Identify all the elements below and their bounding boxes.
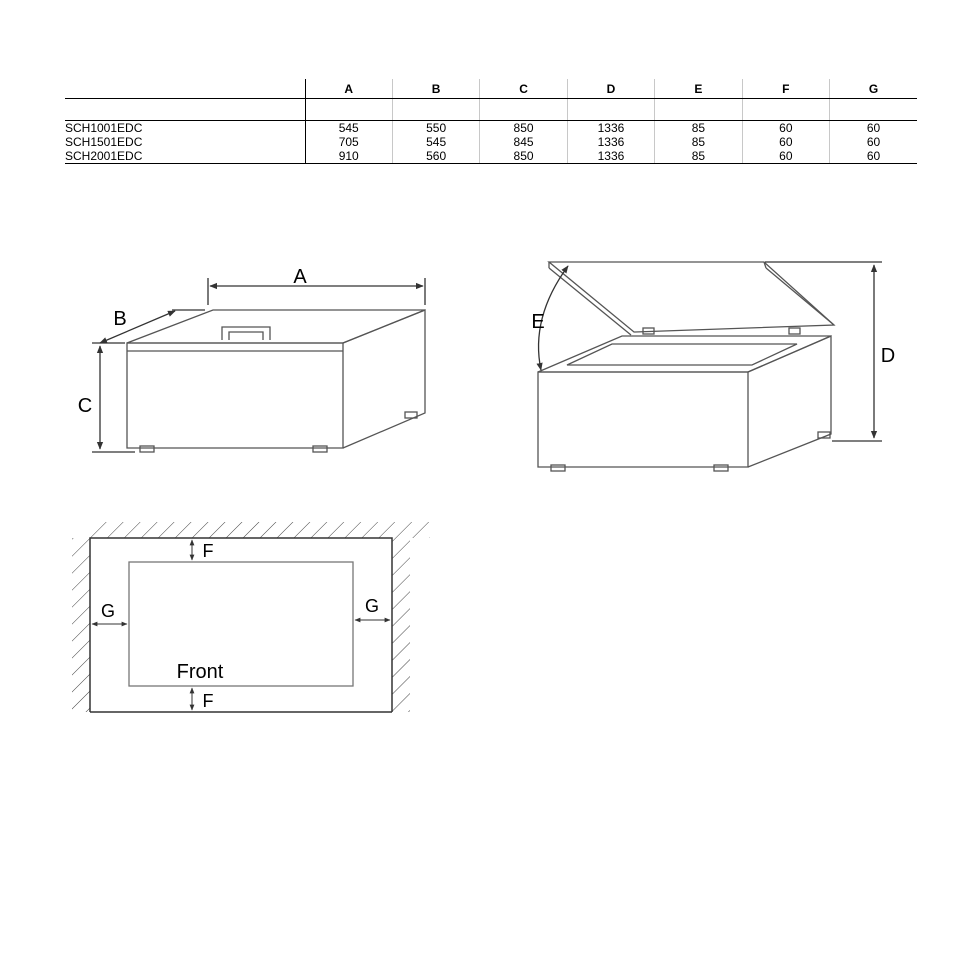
open-body-side [748,336,831,467]
left-wall-hatch [72,538,90,712]
right-wall-hatch [392,538,410,712]
open-freezer-view [538,262,882,471]
col-header-b: B [392,79,479,99]
open-lid [549,262,834,332]
open-foot [714,465,728,471]
open-foot [551,465,565,471]
closed-freezer-view [92,278,425,452]
hinge [789,328,800,334]
value-cell: 85 [655,121,742,136]
closed-lid-top [127,310,425,343]
open-body-front [538,372,748,467]
closed-foot [140,446,154,452]
col-header-a: A [305,79,392,99]
value-cell: 60 [830,121,917,136]
value-cell: 60 [830,149,917,164]
front-label: Front [176,661,224,683]
dimension-b-label: B [113,308,127,330]
closed-body-front [127,343,343,448]
model-cell: SCH1501EDC [65,135,305,149]
dimension-c-label: C [77,395,93,417]
freezer-footprint [129,562,353,686]
value-cell: 1336 [567,135,654,149]
value-cell: 85 [655,149,742,164]
value-cell: 1336 [567,121,654,136]
col-header-g: G [830,79,917,99]
dimension-a-label: A [293,266,307,288]
col-header-c: C [480,79,567,99]
value-cell: 85 [655,135,742,149]
value-cell: 60 [742,149,829,164]
dimension-e-label: E [531,311,545,333]
value-cell: 550 [392,121,479,136]
value-cell: 60 [742,135,829,149]
open-body-top [538,336,831,372]
top-wall-hatch [90,522,430,538]
closed-body-side [343,310,425,448]
lid-handle [222,327,270,340]
value-cell: 850 [480,149,567,164]
value-cell: 60 [742,121,829,136]
dimension-b-line [100,311,175,343]
value-cell: 545 [305,121,392,136]
clearance-g-left-label: G [100,601,116,621]
value-cell: 845 [480,135,567,149]
value-cell: 850 [480,121,567,136]
clearance-plan-view [72,522,430,712]
value-cell: 1336 [567,149,654,164]
col-header-f: F [742,79,829,99]
model-cell: SCH2001EDC [65,149,305,164]
col-header-d: D [567,79,654,99]
dimension-d-label: D [880,345,896,367]
clearance-g-right-label: G [364,596,380,616]
clearance-f-top-label: F [202,541,214,561]
value-cell: 910 [305,149,392,164]
value-cell: 705 [305,135,392,149]
value-cell: 60 [830,135,917,149]
closed-foot [313,446,327,452]
col-header-e: E [655,79,742,99]
model-cell: SCH1001EDC [65,121,305,136]
value-cell: 545 [392,135,479,149]
open-cavity [567,344,797,365]
value-cell: 560 [392,149,479,164]
clearance-f-bottom-label: F [202,691,214,711]
